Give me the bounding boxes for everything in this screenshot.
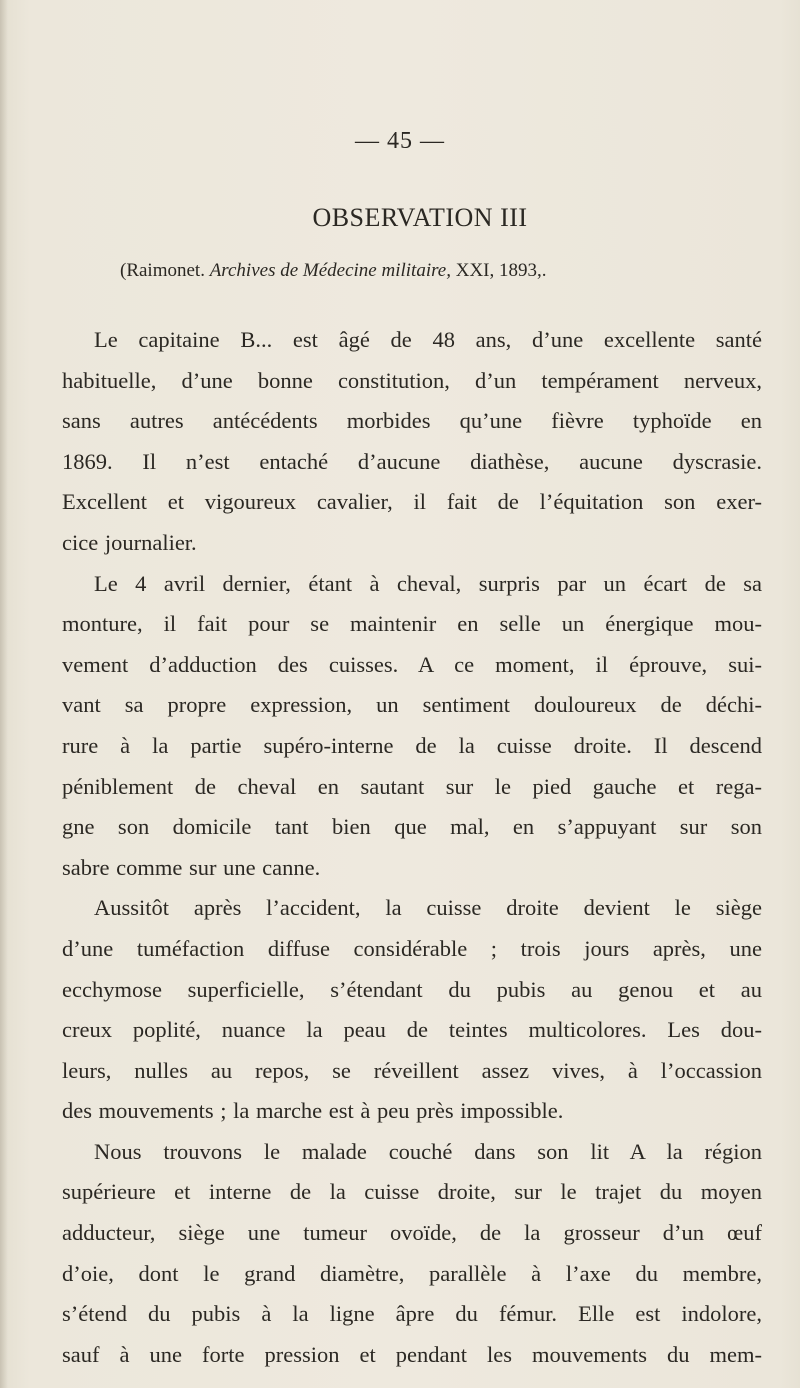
text-line: leurs, nulles au repos, se réveillent assez vives, à l’occassion <box>62 1057 762 1083</box>
text-line: gne son domicile tant bien que mal, en s’appuyant sur son <box>62 814 762 840</box>
text-line: sabre comme sur une canne. <box>62 854 321 880</box>
paragraph-line <box>62 604 762 645</box>
body-text <box>62 320 762 1375</box>
paragraph-line <box>62 685 762 726</box>
paragraph-line <box>62 726 762 767</box>
text-line: Le capitaine B... est âgé de 48 ans, d’une excellente santé <box>94 327 762 352</box>
text-line: péniblement de cheval en sautant sur le pied gauche et rega- <box>62 773 762 799</box>
text-line: d’oie, dont le grand diamètre, parallèle à l’axe du membre, <box>62 1260 762 1286</box>
page-number: — 45 — <box>355 128 445 154</box>
citation <box>120 260 760 282</box>
paragraph-line <box>62 1213 762 1254</box>
text-line: des mouvements ; la marche est à peu près impossible. <box>62 1098 564 1124</box>
paragraph <box>62 888 762 929</box>
text-line: creux poplité, nuance la peau de teintes multicolores. Les dou- <box>62 1017 762 1043</box>
text-line: supérieure et interne de la cuisse droite, sur le trajet du moyen <box>62 1179 762 1205</box>
paragraph-line <box>62 848 762 889</box>
paragraph-line <box>62 1254 762 1295</box>
text-line: habituelle, d’une bonne constitution, d’un tempérament nerveux, <box>62 367 762 393</box>
paragraph-line <box>62 1010 762 1051</box>
text-line: cice journalier. <box>62 529 197 555</box>
text-line: vement d’adduction des cuisses. A ce moment, il éprouve, sui- <box>62 651 762 677</box>
paragraph-line <box>62 767 762 808</box>
text-line: adducteur, siège une tumeur ovoïde, de la grosseur d’un œuf <box>62 1220 762 1246</box>
paragraph-line <box>62 1172 762 1213</box>
text-line: rure à la partie supéro-interne de la cuisse droite. Il descend <box>62 732 762 758</box>
paragraph-line <box>62 1294 762 1335</box>
text-line: Nous trouvons le malade couché dans son lit A la région <box>94 1138 762 1164</box>
text-line: vant sa propre expression, un sentiment douloureux de déchi- <box>62 692 762 718</box>
paragraph-line <box>62 482 762 523</box>
text-line: Excellent et vigoureux cavalier, il fait de l’équitation son exer- <box>62 489 762 515</box>
text-line: monture, il fait pour se maintenir en selle un énergique mou- <box>62 611 762 637</box>
text-line: Aussitôt après l’accident, la cuisse droite devient le siège <box>94 895 762 921</box>
text-line: 1869. Il n’est entaché d’aucune diathèse, aucune dyscrasie. <box>62 448 762 474</box>
paragraph-line <box>62 1051 762 1092</box>
paragraph-line <box>62 929 762 970</box>
citation-author: (Raimonet. <box>120 260 205 281</box>
text-line: Le 4 avril dernier, étant à cheval, surpris par un écart de sa <box>94 570 762 596</box>
text-line: ecchymose superficielle, s’étendant du pubis au genou et au <box>62 976 762 1002</box>
paragraph-line <box>62 970 762 1011</box>
paragraph-line <box>62 361 762 402</box>
paragraph-line <box>62 523 762 564</box>
citation-details: XXI, 1893,. <box>455 260 547 281</box>
text-line: sans autres antécédents morbides qu’une fièvre typhoïde en <box>62 408 762 434</box>
text-line: sauf à une forte pression et pendant les mouvements du mem- <box>62 1341 762 1367</box>
paragraph-line <box>62 401 762 442</box>
observation-heading: OBSERVATION III <box>312 203 528 232</box>
paragraph <box>62 320 762 361</box>
citation-journal: Archives de Médecine militaire, <box>209 260 451 281</box>
paragraph <box>62 1132 762 1173</box>
text-line: s’étend du pubis à la ligne âpre du fémur. Elle est indolore, <box>62 1301 762 1327</box>
paragraph-line <box>62 1335 762 1376</box>
paragraph-line <box>62 807 762 848</box>
paragraph <box>62 564 762 605</box>
text-line: d’une tuméfaction diffuse considérable ; trois jours après, une <box>62 935 762 961</box>
paragraph-line <box>62 645 762 686</box>
paragraph-line <box>62 442 762 483</box>
paragraph-line <box>62 1091 762 1132</box>
